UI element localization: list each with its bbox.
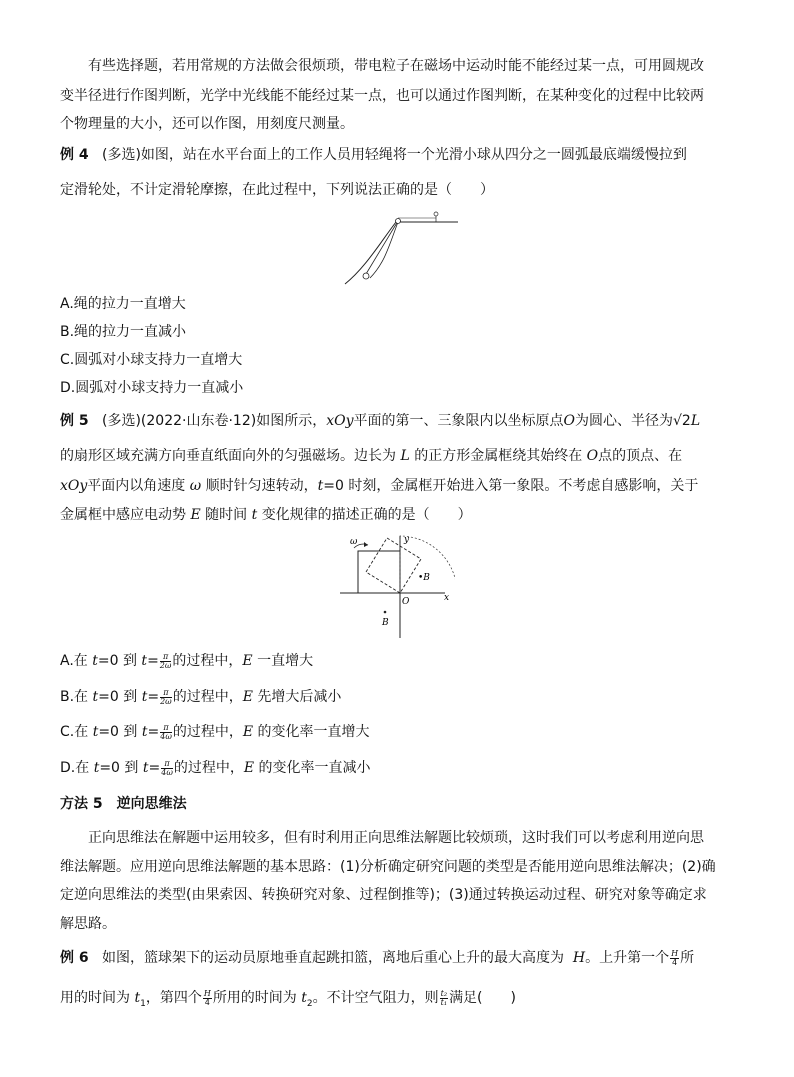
ex6-text: ，第四个	[145, 990, 202, 1006]
ex5-text: 随时间	[205, 507, 248, 523]
ex4-line-2: 定滑轮处，不计定滑轮摩擦，在此过程中，下列说法正确的是（ ）	[60, 182, 494, 198]
fraction-den: 4ω	[160, 731, 172, 741]
opt-text: =0 到	[97, 653, 142, 669]
ex5-text: =0 时刻，金属框开始进入第一象限。不考虑自感影响，关于	[323, 478, 699, 494]
opt-text: D.在	[60, 760, 94, 776]
ex5-label: 例 5	[60, 413, 89, 429]
ex6-sub: 1	[140, 998, 146, 1009]
opt-text: =	[147, 724, 160, 740]
opt-text: =0 到	[99, 760, 143, 776]
fraction	[160, 689, 172, 706]
opt-text: 先增大后减小	[252, 689, 342, 705]
opt-var: t	[92, 653, 98, 669]
x-axis-label: x	[444, 593, 450, 603]
ex4-text-1: 如图，站在水平台面上的工作人员用轻绳将一个光滑小球从四分之一圆弧最底端缓慢拉到	[140, 147, 687, 163]
method5-line-1: 正向思维法在解题中运用较多，但有时利用正向思维法解题比较烦琐，这时我们可以考虑利用逆向思	[88, 830, 704, 846]
ex4-figure	[340, 208, 460, 288]
ex5-line-4	[60, 505, 472, 525]
ex5-line-2	[60, 446, 682, 466]
fraction-num: π	[161, 760, 173, 769]
ex5-tag: (多选)	[101, 413, 141, 429]
omega-label: ω	[350, 537, 358, 547]
fraction	[440, 990, 448, 1007]
ex6-sub: 2	[306, 998, 313, 1009]
ex5-text: 点的顶点、在	[598, 448, 683, 464]
opt-text: =0 到	[98, 689, 142, 705]
ex6-text: 用的时间为	[60, 990, 130, 1006]
ex6-text: 。不计空气阻力，则	[312, 990, 439, 1006]
ex5-sqrt: √2	[672, 413, 691, 429]
fraction-num: π	[160, 689, 172, 698]
opt-text: =0 到	[98, 724, 142, 740]
ex5-option-b	[60, 687, 341, 707]
intro-line-3: 个物理量的大小，还可以作图，用刻度尺测量。	[60, 116, 354, 132]
opt-var: t	[92, 724, 99, 740]
ex4-line-1	[60, 145, 687, 165]
ex5-text: 平面内以角速度	[87, 478, 186, 494]
ex5-var: O	[563, 413, 575, 429]
method5-line-3: 定逆向思维法的类型(由果索因、转换研究对象、过程倒推等)；(3)通过转换运动过程、研究对象等确定求	[60, 887, 707, 903]
opt-text: 的过程中，	[172, 653, 243, 669]
opt-var: t	[141, 689, 148, 705]
opt-text: B.在	[60, 689, 93, 705]
opt-var: E	[242, 724, 254, 740]
ex5-text: 为圆心、半径为	[574, 413, 673, 429]
opt-var: t	[141, 724, 148, 740]
ex6-text: 如图，篮球架下的运动员原地垂直起跳扣篮，离地后重心上升的最大高度为	[101, 950, 564, 966]
b-field-label-1: •B	[418, 573, 430, 583]
ex6-text: 所	[680, 950, 695, 966]
fraction	[161, 760, 173, 777]
fraction-den: 4	[672, 957, 678, 967]
ex5-var: t	[317, 478, 324, 494]
ex5-text: 的正方形金属框绕其始终在	[414, 448, 583, 464]
opt-text: A.在	[60, 653, 93, 669]
opt-var: E	[243, 760, 255, 776]
ex5-text: 金属框中感应电动势	[60, 507, 186, 523]
fraction	[203, 990, 212, 1007]
ex5-text: 变化规律的描述正确的是（ ）	[261, 507, 472, 523]
opt-var: t	[93, 760, 100, 776]
ex4-option-b: B.绳的拉力一直减小	[60, 324, 187, 340]
ex4-label: 例 4	[60, 147, 89, 163]
ex5-text: 顺时针匀速转动，	[205, 478, 318, 494]
ex6-line-1	[60, 948, 694, 968]
fraction-den: 4ω	[161, 767, 173, 777]
opt-var: E	[242, 689, 253, 705]
ex5-var: ω	[189, 478, 202, 494]
opt-var: t	[142, 760, 149, 776]
ex5-option-d	[60, 758, 371, 778]
opt-text: 的变化率一直增大	[253, 724, 370, 740]
method5-line-2: 维法解题。应用逆向思维法解题的基本思路：(1)分析确定研究问题的类型是否能用逆向思维法解决；(2)确	[60, 859, 716, 875]
fraction-den: 2ω	[159, 660, 172, 670]
ex5-line-1	[60, 411, 700, 431]
ex5-text: 平面的第一、三象限内以坐标原点	[353, 413, 564, 429]
opt-text: =	[148, 760, 161, 776]
ex4-option-c: C.圆弧对小球支持力一直增大	[60, 352, 243, 368]
intro-line-2: 变半径进行作图判断，光学中光线能不能经过某一点，也可以通过作图判断，在某种变化的过程中比较两	[60, 88, 704, 104]
method5-title: 方法 5 逆向思维法	[60, 796, 187, 812]
ex5-figure	[340, 532, 455, 640]
ex5-var: E	[190, 507, 201, 523]
fraction-num: t₂	[440, 988, 448, 998]
ex5-var: xOy	[60, 478, 88, 494]
fraction	[160, 724, 172, 741]
fraction-den: 2ω	[160, 696, 172, 706]
ex5-var: xOy	[326, 413, 354, 429]
ex6-var: t	[301, 990, 307, 1006]
fraction	[160, 653, 172, 670]
opt-text: 一直增大	[252, 653, 314, 669]
ex4-tag: (多选)	[101, 147, 141, 163]
opt-var: t	[141, 653, 148, 669]
ex5-var: t	[251, 507, 258, 523]
method5-line-4: 解思路。	[60, 916, 116, 932]
ex6-label: 例 6	[60, 950, 89, 966]
ex5-text: 的扇形区域充满方向垂直纸面向外的匀强磁场。边长为	[60, 448, 396, 464]
ex6-text: 满足( )	[449, 990, 516, 1006]
ex5-var: L	[400, 448, 410, 464]
opt-text: 的过程中，	[172, 724, 243, 740]
ex4-option-d: D.圆弧对小球支持力一直减小	[60, 380, 244, 396]
y-axis-label: y	[404, 535, 410, 545]
opt-text: =	[147, 689, 160, 705]
fraction	[670, 950, 679, 967]
opt-text: 的过程中，	[172, 689, 243, 705]
ex5-option-a	[60, 651, 313, 671]
ex5-option-c	[60, 722, 370, 742]
opt-text: 的变化率一直减小	[254, 760, 371, 776]
fraction-num: H	[671, 948, 679, 958]
fraction-num: π	[160, 653, 172, 662]
opt-text: C.在	[60, 724, 93, 740]
intro-line-1: 有些选择题，若用常规的方法做会很烦琐，带电粒子在磁场中运动时能不能经过某一点，可用圆规改	[88, 58, 704, 74]
opt-var: t	[92, 689, 99, 705]
b-field-dot	[384, 611, 387, 614]
ex5-line-3	[60, 476, 698, 496]
ex5-var: O	[586, 448, 599, 464]
ex6-text: 所用的时间为	[212, 990, 297, 1006]
fraction-num: π	[160, 724, 172, 733]
ex6-text: 。上升第一个	[585, 950, 670, 966]
fraction-den: t₁	[440, 997, 448, 1007]
ex5-var: L	[690, 413, 701, 429]
opt-text: 的过程中，	[173, 760, 244, 776]
fraction-den: 4	[204, 997, 210, 1007]
opt-var: E	[242, 653, 253, 669]
ex6-var: H	[572, 950, 586, 966]
origin-label: O	[402, 597, 410, 607]
ex6-var: t	[134, 990, 141, 1006]
b-field-label-2: B	[382, 618, 389, 628]
ex5-text: 如图所示，	[256, 413, 327, 429]
ex4-option-a: A.绳的拉力一直增大	[60, 296, 186, 312]
fraction-num: H	[203, 988, 211, 998]
ex6-line-2	[60, 988, 516, 1014]
opt-text: =	[147, 653, 159, 669]
ex5-source: (2022·山东卷·12)	[140, 413, 257, 429]
